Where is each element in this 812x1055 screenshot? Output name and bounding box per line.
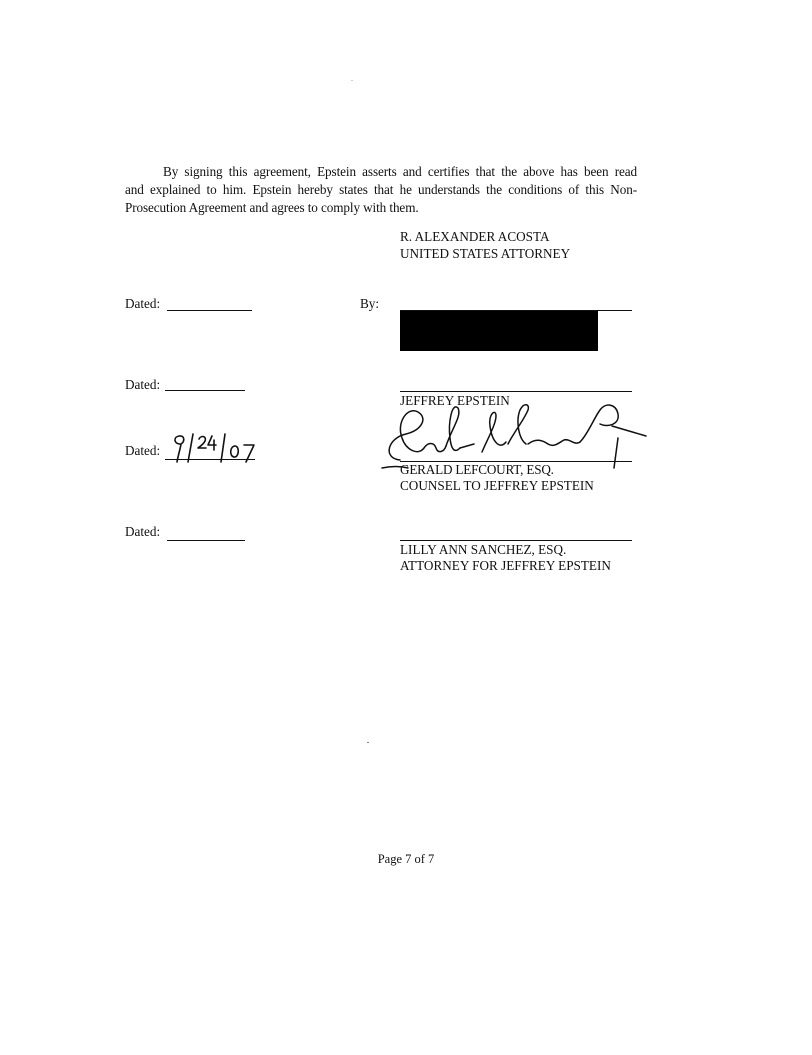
handwritten-date-image [166,430,266,464]
paragraph-line-3: Prosecution Agreement and agrees to comply with them. [125,200,419,215]
redaction-block [400,311,598,351]
dated-label-2: Dated: [125,377,161,392]
dated-label-4: Dated: [125,524,161,539]
certification-paragraph [125,163,637,217]
signer-name-lefcourt: GERALD LEFCOURT, ESQ. [400,462,554,477]
date-line-4 [167,540,245,541]
signer-role-lefcourt: COUNSEL TO JEFFREY EPSTEIN [400,478,594,493]
page-number: Page 7 of 7 [377,852,435,866]
signer-name-epstein: JEFFREY EPSTEIN [400,393,510,408]
paragraph-line-1: By signing this agreement, Epstein asserts and certifies that the above has been read [163,164,637,179]
scan-speck [367,742,369,743]
signer-role-sanchez: ATTORNEY FOR JEFFREY EPSTEIN [400,558,611,573]
paragraph-line-2: and explained to him. Epstein hereby states that he understands the conditions of this Non- [125,182,637,197]
signature-line-2 [400,391,632,392]
date-line-2 [165,390,245,391]
us-attorney-name: R. ALEXANDER ACOSTA [400,229,550,244]
signature-line-4 [400,540,632,541]
signer-name-sanchez: LILLY ANN SANCHEZ, ESQ. [400,542,567,557]
us-attorney-title: UNITED STATES ATTORNEY [400,246,571,261]
scan-speck [351,80,353,81]
dated-label-3: Dated: [125,443,161,458]
dated-label-1: Dated: [125,296,161,311]
date-line-1 [167,310,252,311]
by-label: By: [360,296,380,311]
